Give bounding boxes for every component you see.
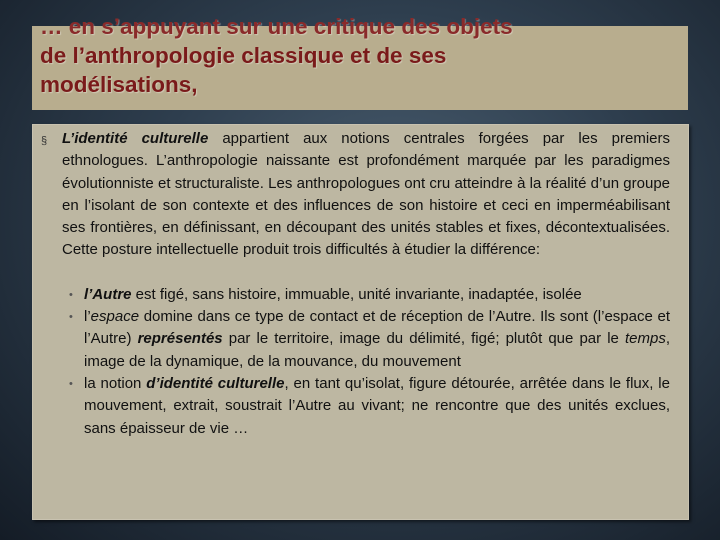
section-bullet-icon: § — [41, 135, 48, 147]
slide-body — [32, 128, 687, 440]
spacer — [32, 262, 687, 284]
title-line-2: de l’anthropologie classique et de ses — [40, 43, 447, 68]
list-item — [32, 373, 687, 440]
difficulties-list — [32, 284, 687, 440]
intro-term: L’identité culturelle — [62, 130, 209, 147]
title-line-3: modélisations, — [40, 72, 198, 97]
intro-text: appartient aux notions centrales forgées par les premiers ethnologues. L’anthropologie naissante est profondément marquée par les paradigmes évolutionniste et structuraliste. Les anthropologues ont cru atteindre à la réalité d’un groupe en l’isolant de son contexte et des influences de son histoire et ceci en imperméabilisant ses frontières, en définissant, en découpant des unités stables et fixes, décontextualisées. Cette posture intellectuelle produit trois difficultés à étudier la différence: — [62, 130, 670, 259]
difficulty-2-text-c: , image de la dynamique, de la mouvance, du mouvement — [84, 330, 670, 370]
difficulty-3-prefix: la notion — [84, 374, 147, 392]
bullet-dot-icon: • — [69, 288, 73, 301]
slide-title — [40, 12, 680, 99]
difficulty-2-text-b: par le territoire, image du délimité, figé; plutôt que par le — [222, 330, 625, 348]
difficulty-2-term-temps: temps — [624, 330, 666, 348]
difficulty-2-term-representes: représentés — [137, 330, 223, 348]
bullet-dot-icon: • — [69, 311, 73, 324]
difficulty-1-term: l’Autre — [84, 285, 132, 303]
list-item — [32, 306, 687, 373]
difficulty-1-text: est figé, sans histoire, immuable, unité invariante, inadaptée, isolée — [131, 285, 582, 303]
title-line-1: … en s’appuyant sur une critique des objets — [40, 14, 513, 39]
bullet-dot-icon: • — [69, 377, 73, 390]
difficulty-2-prefix: l’ — [84, 308, 91, 326]
difficulty-3-text: , en tant qu’isolat, figure détourée, arrêtée dans le flux, le mouvement, extrait, soustrait l’Autre au vivant; ne rencontre que des unités exclues, sans épaisseur de vie … — [84, 374, 670, 437]
difficulty-2-text-a: domine dans ce type de contact et de réception de l’Autre. Ils sont (l’espace et l’Autre) — [84, 308, 670, 348]
difficulty-3-term: d’identité culturelle — [146, 374, 285, 392]
difficulty-2-term-espace: espace — [90, 308, 140, 326]
intro-paragraph — [32, 128, 687, 262]
list-item — [32, 284, 687, 306]
